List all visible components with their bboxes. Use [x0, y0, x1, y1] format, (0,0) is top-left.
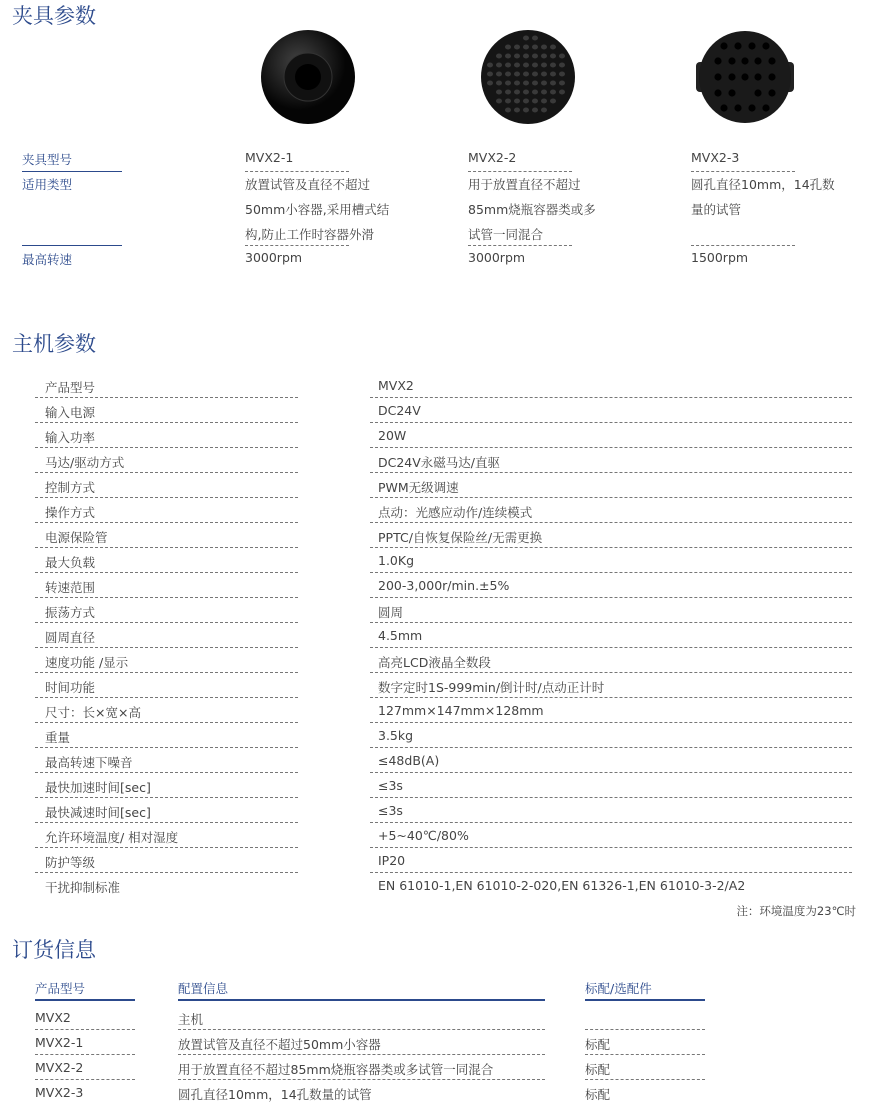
spec-row — [0, 752, 882, 777]
divider — [370, 472, 852, 473]
fixture-label-speed: 最高转速 — [22, 252, 73, 267]
order-header: 配置信息 — [178, 981, 229, 996]
spec-row — [0, 377, 882, 402]
spec-value: ≤48dB(A) — [378, 753, 440, 768]
fixture-description: 量的试管 — [691, 202, 742, 217]
order-cell: MVX2-3 — [35, 1085, 84, 1100]
spec-value: 3.5kg — [378, 728, 414, 743]
order-header: 产品型号 — [35, 981, 86, 996]
spec-value: +5~40℃/80% — [378, 828, 469, 843]
spec-label: 控制方式 — [45, 480, 96, 495]
spec-value: 点动：光感应动作/连续模式 — [378, 505, 533, 520]
fixture-model: MVX2-3 — [691, 150, 740, 165]
order-cell: MVX2 — [35, 1010, 71, 1025]
spec-row — [0, 452, 882, 477]
label-underline — [22, 171, 122, 172]
divider — [370, 872, 852, 873]
divider — [691, 171, 795, 172]
order-cell: 用于放置直径不超过85mm烧瓶容器类或多试管一同混合 — [178, 1062, 494, 1077]
spec-label: 输入电源 — [45, 405, 96, 420]
fixture-section-title: 夹具参数 — [12, 4, 96, 28]
divider — [370, 522, 852, 523]
order-cell: 标配 — [585, 1037, 611, 1052]
spec-label: 圆周直径 — [45, 630, 96, 645]
spec-value: 20W — [378, 428, 407, 443]
spec-label: 重量 — [45, 730, 71, 745]
spec-value: IP20 — [378, 853, 406, 868]
divider — [35, 1029, 135, 1030]
spec-label: 干扰抑制标准 — [45, 880, 121, 895]
divider — [370, 672, 852, 673]
order-section-title: 订货信息 — [12, 938, 96, 962]
order-cell: 放置试管及直径不超过50mm小容器 — [178, 1037, 381, 1052]
divider — [35, 747, 298, 748]
spec-value: 数字定时1S-999min/倒计时/点动正计时 — [378, 680, 605, 695]
divider — [35, 522, 298, 523]
divider — [35, 772, 298, 773]
divider — [468, 245, 572, 246]
spec-label: 尺寸：长×宽×高 — [45, 705, 141, 720]
header-underline — [35, 999, 135, 1001]
divider — [35, 497, 298, 498]
spec-value: 4.5mm — [378, 628, 423, 643]
spec-row — [0, 527, 882, 552]
spec-row — [0, 802, 882, 827]
fixture-description: 圆孔直径10mm，14孔数 — [691, 177, 835, 192]
fixture-label-type: 适用类型 — [22, 177, 73, 192]
divider — [245, 245, 349, 246]
divider — [691, 245, 795, 246]
divider — [35, 1054, 135, 1055]
spec-label: 最高转速下噪音 — [45, 755, 133, 770]
spec-row — [0, 627, 882, 652]
divider — [35, 722, 298, 723]
order-cell: 圆孔直径10mm，14孔数量的试管 — [178, 1087, 372, 1102]
divider — [370, 697, 852, 698]
divider — [585, 1079, 705, 1080]
spec-row — [0, 552, 882, 577]
spec-label: 最快减速时间[sec] — [45, 805, 151, 820]
spec-row — [0, 852, 882, 877]
spec-row — [0, 502, 882, 527]
spec-label: 防护等级 — [45, 855, 96, 870]
fixture-model: MVX2-1 — [245, 150, 294, 165]
fixture-mvx2-2-image — [478, 28, 578, 126]
divider — [178, 1054, 545, 1055]
spec-row — [0, 402, 882, 427]
spec-label: 最快加速时间[sec] — [45, 780, 151, 795]
spec-label: 操作方式 — [45, 505, 96, 520]
spec-label: 产品型号 — [45, 380, 96, 395]
spec-value: 200-3,000r/min.±5% — [378, 578, 510, 593]
divider — [370, 447, 852, 448]
spec-label: 转速范围 — [45, 580, 96, 595]
fixture-model: MVX2-2 — [468, 150, 517, 165]
spec-label: 时间功能 — [45, 680, 96, 695]
spec-value: PPTC/自恢复保险丝/无需更换 — [378, 530, 543, 545]
spec-value: MVX2 — [378, 378, 414, 393]
spec-label: 电源保险管 — [45, 530, 108, 545]
divider — [370, 597, 852, 598]
spec-value: DC24V永磁马达/直驱 — [378, 455, 501, 470]
divider — [370, 647, 852, 648]
divider — [35, 422, 298, 423]
divider — [35, 1079, 135, 1080]
fixture-mvx2-3-image — [694, 28, 796, 126]
spec-row — [0, 427, 882, 452]
divider — [35, 672, 298, 673]
spec-value: ≤3s — [378, 803, 403, 818]
spec-value: 1.0Kg — [378, 553, 415, 568]
divider — [35, 447, 298, 448]
divider — [178, 1079, 545, 1080]
divider — [245, 171, 349, 172]
spec-row — [0, 727, 882, 752]
fixture-description: 85mm烧瓶容器类或多 — [468, 202, 596, 217]
fixture-description: 50mm小容器,采用槽式结 — [245, 202, 390, 217]
order-cell: MVX2-1 — [35, 1035, 84, 1050]
spec-value: 高亮LCD液晶全数段 — [378, 655, 491, 670]
fixture-description: 放置试管及直径不超过 — [245, 177, 371, 192]
spec-row — [0, 702, 882, 727]
divider — [35, 697, 298, 698]
spec-label: 振荡方式 — [45, 605, 96, 620]
order-cell: 主机 — [178, 1012, 204, 1027]
spec-label: 马达/驱动方式 — [45, 455, 125, 470]
fixture-label-model: 夹具型号 — [22, 152, 73, 167]
host-section-title: 主机参数 — [12, 332, 96, 356]
spec-value: PWM无级调速 — [378, 480, 459, 495]
host-note: 注：环境温度为23℃时 — [736, 904, 856, 918]
divider — [370, 547, 852, 548]
order-cell: 标配 — [585, 1062, 611, 1077]
divider — [35, 547, 298, 548]
spec-row — [0, 602, 882, 627]
divider — [585, 1029, 705, 1030]
spec-value: EN 61010-1,EN 61010-2-020,EN 61326-1,EN 61010-3-2/A2 — [378, 878, 746, 893]
spec-row — [0, 827, 882, 852]
spec-label: 最大负载 — [45, 555, 96, 570]
divider — [370, 572, 852, 573]
divider — [370, 622, 852, 623]
divider — [468, 171, 572, 172]
spec-label: 允许环境温度/ 相对湿度 — [45, 830, 179, 845]
divider — [35, 597, 298, 598]
divider — [370, 797, 852, 798]
spec-value: 127mm×147mm×128mm — [378, 703, 544, 718]
order-cell: MVX2-2 — [35, 1060, 84, 1075]
fixture-description: 用于放置直径不超过 — [468, 177, 581, 192]
divider — [370, 747, 852, 748]
fixture-description: 构,防止工作时容器外滑 — [245, 227, 374, 242]
divider — [370, 722, 852, 723]
spec-row — [0, 777, 882, 802]
fixture-max-speed: 3000rpm — [245, 250, 303, 265]
fixture-mvx2-1-image — [258, 28, 358, 126]
spec-row — [0, 877, 882, 902]
label-underline — [22, 245, 122, 246]
divider — [178, 1029, 545, 1030]
spec-row — [0, 652, 882, 677]
divider — [370, 822, 852, 823]
divider — [370, 847, 852, 848]
divider — [585, 1054, 705, 1055]
order-header: 标配/选配件 — [585, 981, 652, 996]
divider — [35, 797, 298, 798]
divider — [370, 422, 852, 423]
header-underline — [178, 999, 545, 1001]
spec-row — [0, 477, 882, 502]
divider — [35, 822, 298, 823]
spec-value: 圆周 — [378, 605, 404, 620]
spec-row — [0, 677, 882, 702]
spec-value: ≤3s — [378, 778, 403, 793]
divider — [35, 472, 298, 473]
divider — [35, 647, 298, 648]
divider — [35, 622, 298, 623]
spec-label: 输入功率 — [45, 430, 96, 445]
order-cell: 标配 — [585, 1087, 611, 1102]
divider — [35, 397, 298, 398]
divider — [370, 497, 852, 498]
divider — [35, 872, 298, 873]
header-underline — [585, 999, 705, 1001]
spec-label: 速度功能 /显示 — [45, 655, 129, 670]
divider — [370, 397, 852, 398]
divider — [35, 572, 298, 573]
divider — [370, 772, 852, 773]
spec-value: DC24V — [378, 403, 421, 418]
fixture-max-speed: 3000rpm — [468, 250, 526, 265]
fixture-max-speed: 1500rpm — [691, 250, 749, 265]
fixture-description: 试管一同混合 — [468, 227, 544, 242]
spec-row — [0, 577, 882, 602]
divider — [35, 847, 298, 848]
